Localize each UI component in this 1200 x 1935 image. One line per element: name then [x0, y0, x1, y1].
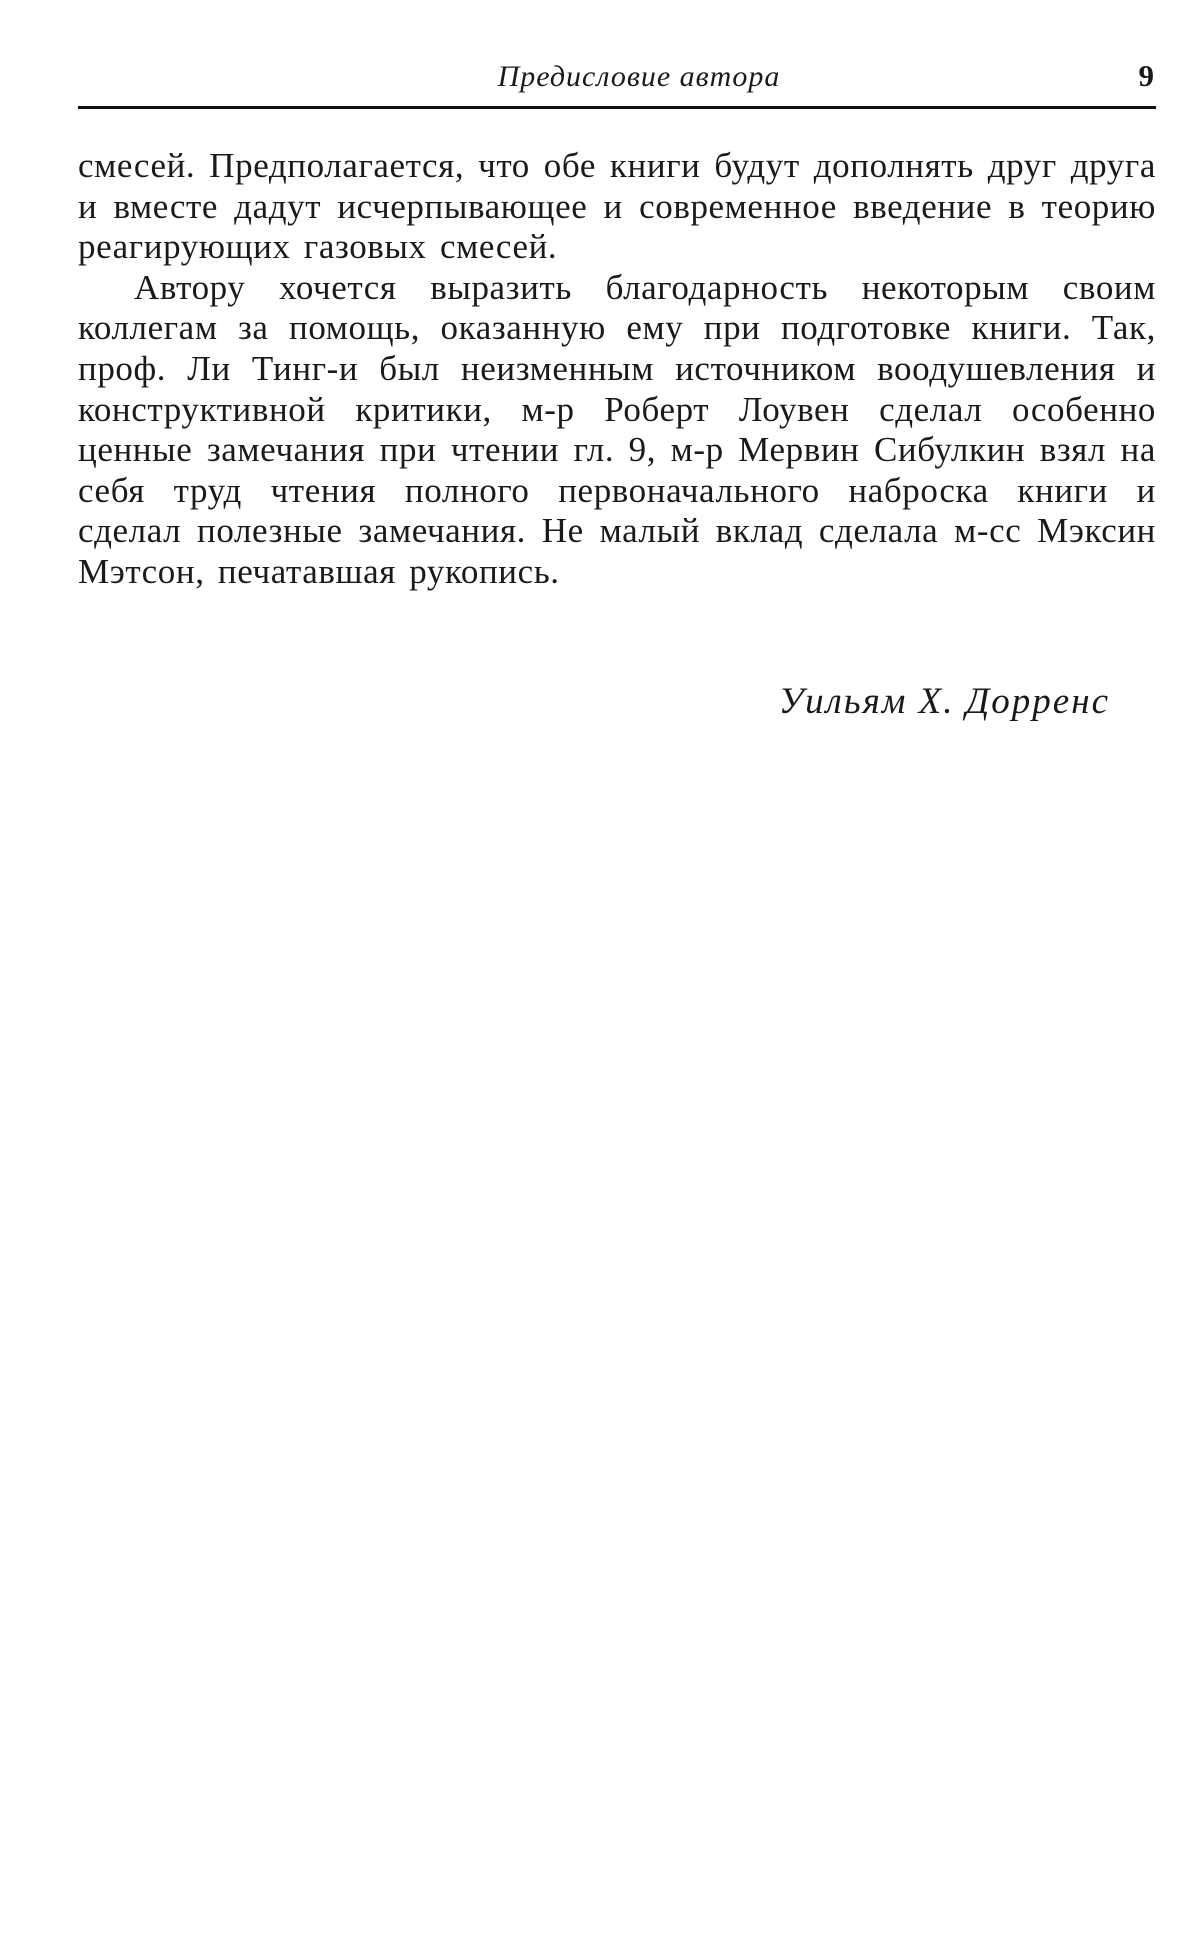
running-title: Предисловие автора: [497, 60, 781, 93]
author-signature: Уильям X. Дорренс: [778, 681, 1110, 722]
header-rule: [78, 106, 1156, 109]
body-text: [78, 146, 1156, 593]
paragraph-continuation: смесей. Предполагается, что обе книги будут дополнять друг друга и вместе дадут исчерпывающее и современное введение в теорию реагирующих газовых смесей.: [78, 146, 1156, 267]
running-head: [78, 54, 1156, 102]
page-number: 9: [1138, 58, 1154, 93]
paragraph-acknowledgements: Автору хочется выразить благодарность некоторым своим коллегам за помощь, оказанную ему при подготовке книги. Так, проф. Ли Тинг-и был неизменным источником воодушевления и конструктивной критики, м-р Роберт Лоувен сделал особенно ценные замечания при чтении гл. 9, м-р Мервин Сибулкин взял на себя труд чтения полного первоначального наброска книги и сделал полезные замечания. Не малый вклад сделала м-сс Мэксин Мэтсон, печатавшая рукопись.: [78, 267, 1156, 591]
